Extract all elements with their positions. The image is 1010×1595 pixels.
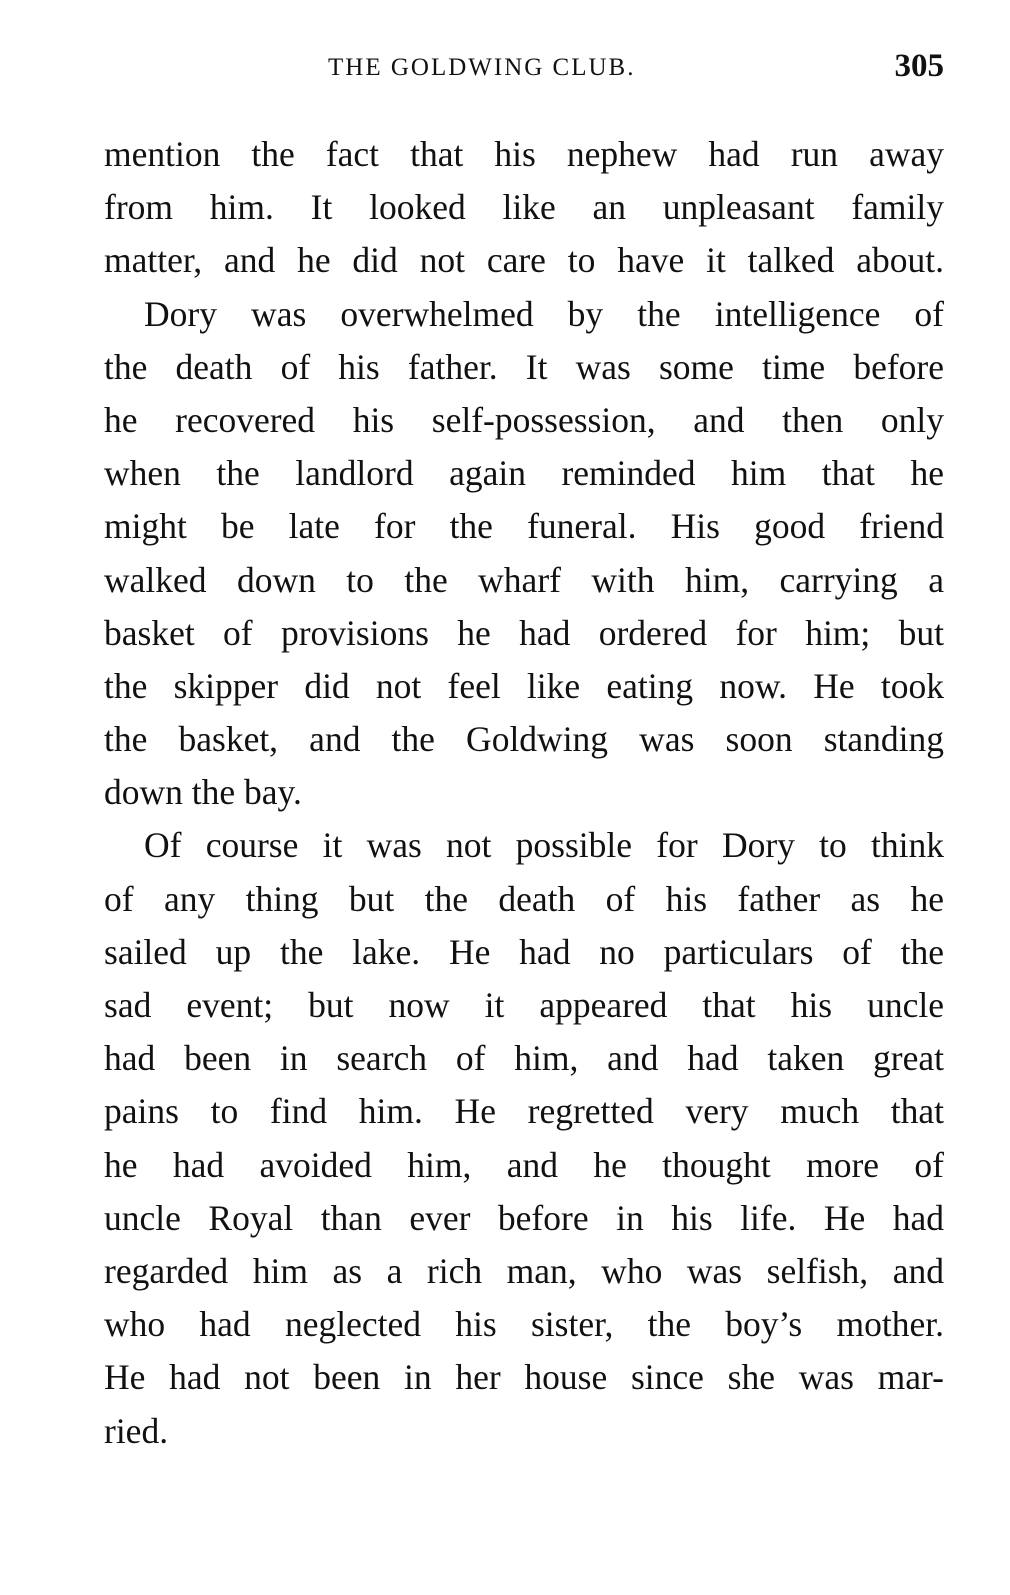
text-line: the death of his father. It was some time before bbox=[104, 346, 944, 387]
paragraph-first-line: Dory was overwhelmed by the intelligence of bbox=[144, 293, 944, 334]
text-line: basket of provisions he had ordered for him; but bbox=[104, 612, 944, 653]
running-head bbox=[104, 48, 944, 88]
paragraph-last-line: ried. bbox=[104, 1410, 169, 1451]
text-line: the basket, and the Goldwing was soon standing bbox=[104, 719, 944, 760]
text-line: he recovered his self-possession, and then only bbox=[104, 399, 944, 440]
paragraph-first-line: Of course it was not possible for Dory to think bbox=[144, 825, 944, 866]
text-line: from him. It looked like an unpleasant family bbox=[104, 187, 944, 228]
text-line: who had neglected his sister, the boy’s mother. bbox=[104, 1304, 944, 1345]
text-line: walked down to the wharf with him, carrying a bbox=[104, 559, 944, 600]
text-line: the skipper did not feel like eating now. He took bbox=[104, 665, 944, 706]
text-line: sailed up the lake. He had no particulars of the bbox=[104, 931, 944, 972]
text-line: when the landlord again reminded him that he bbox=[104, 453, 944, 494]
text-line: of any thing but the death of his father as he bbox=[104, 878, 944, 919]
text-line: mention the fact that his nephew had run away bbox=[104, 134, 944, 174]
text-line: uncle Royal than ever before in his life. He had bbox=[104, 1197, 944, 1238]
text-line: regarded him as a rich man, who was selfish, and bbox=[104, 1250, 944, 1291]
paragraph-last-line: down the bay. bbox=[104, 772, 302, 813]
body-text bbox=[104, 128, 944, 1458]
page-number: 305 bbox=[894, 48, 944, 84]
text-line: sad event; but now it appeared that his uncle bbox=[104, 985, 944, 1025]
text-line: pains to find him. He regretted very much that bbox=[104, 1091, 944, 1132]
running-title: THE GOLDWING CLUB. bbox=[328, 54, 636, 81]
text-line: had been in search of him, and had taken great bbox=[104, 1038, 944, 1079]
text-line: He had not been in her house since she was mar- bbox=[104, 1357, 944, 1398]
text-line: he had avoided him, and he thought more of bbox=[104, 1144, 944, 1185]
text-line: might be late for the funeral. His good friend bbox=[104, 506, 944, 547]
text-line: matter, and he did not care to have it talked about. bbox=[104, 240, 944, 281]
